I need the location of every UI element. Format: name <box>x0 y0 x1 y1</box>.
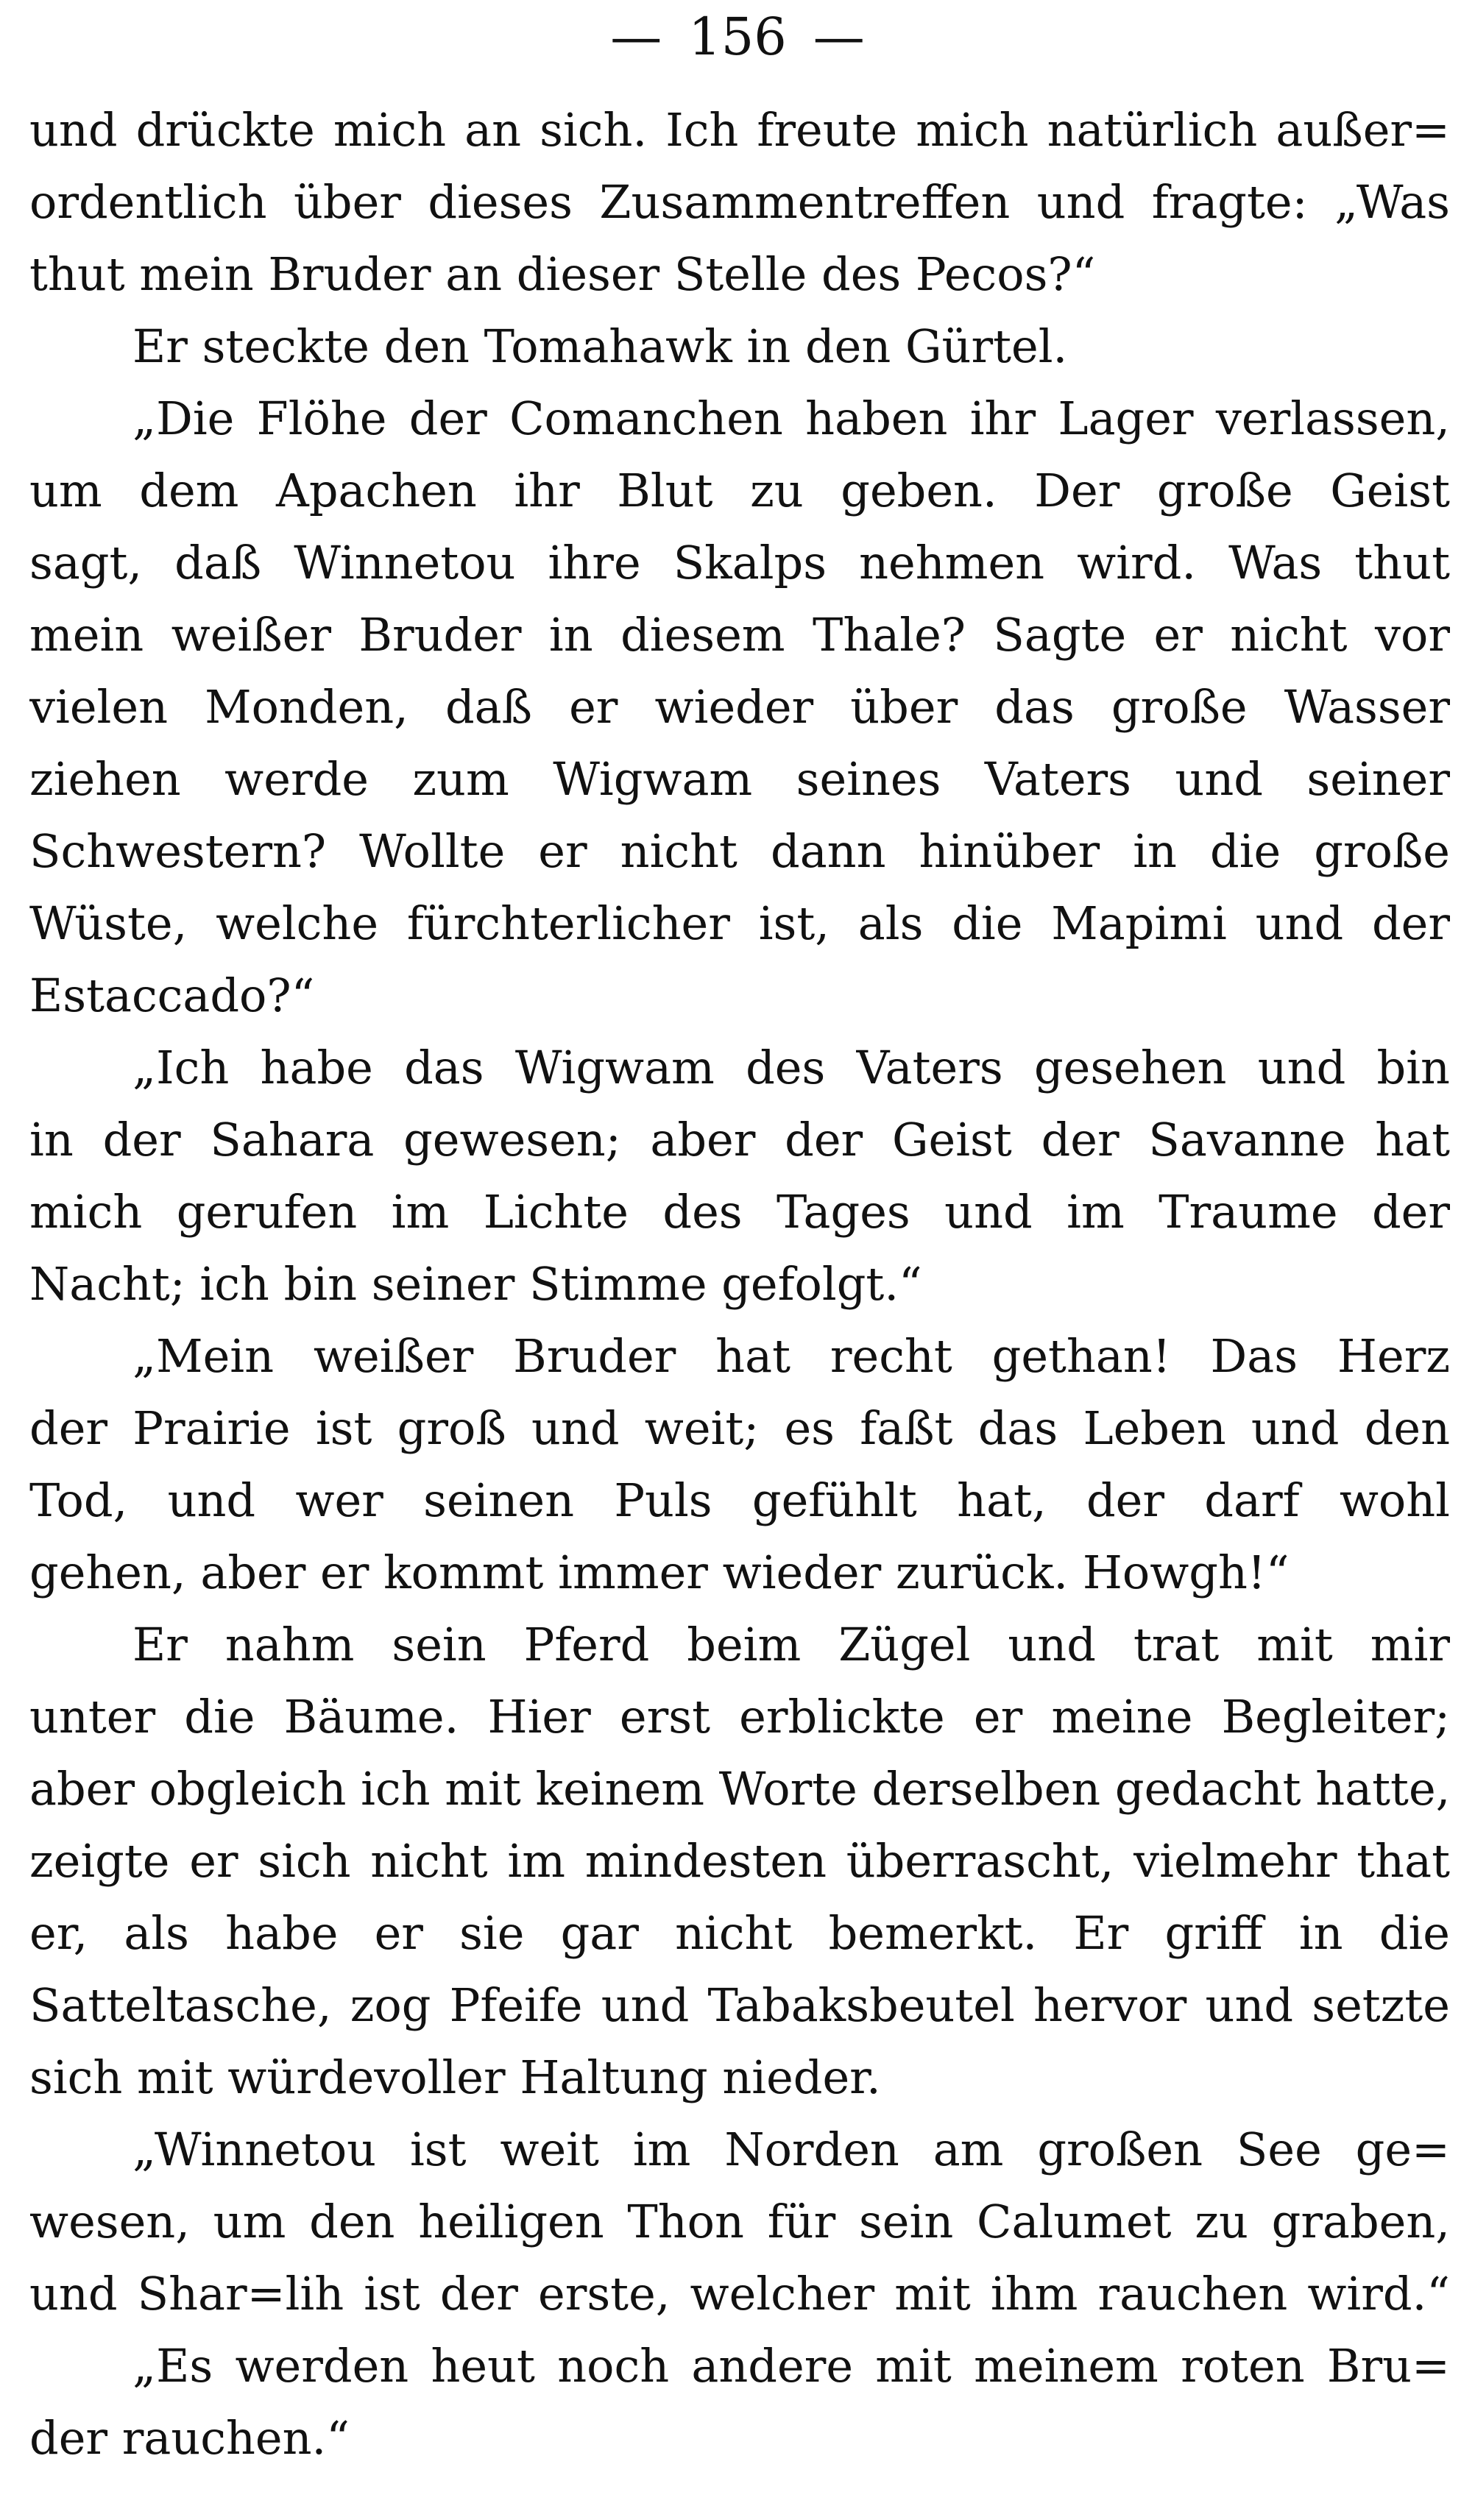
text-line: er, als habe er sie gar nicht bemerkt. Er griff in die <box>29 1906 1450 1960</box>
text-line: „Mein weißer Bruder hat recht gethan! Das Herz <box>132 1329 1450 1383</box>
text-line: vielen Monden, daß er wieder über das große Wasser <box>29 680 1450 734</box>
text-line: aber obgleich ich mit keinem Worte derselben gedacht hatte, <box>29 1762 1450 1816</box>
text-line: sich mit würdevoller Haltung nieder. <box>29 2050 881 2104</box>
body-text <box>29 94 1450 2474</box>
text-line: „Ich habe das Wigwam des Vaters gesehen und bin <box>132 1041 1450 1094</box>
text-line: um dem Apachen ihr Blut zu geben. Der große Geist <box>29 464 1450 517</box>
text-line: „Es werden heut noch andere mit meinem roten Bru= <box>132 2339 1450 2393</box>
text-line: „Winnetou ist weit im Norden am großen See ge= <box>132 2123 1450 2176</box>
header-dash-left: — <box>610 7 662 67</box>
text-line: Schwestern? Wollte er nicht dann hinüber in die große <box>29 824 1450 878</box>
page-number: 156 <box>688 7 787 67</box>
text-line: sagt, daß Winnetou ihre Skalps nehmen wird. Was thut <box>29 536 1450 590</box>
page-header <box>0 1 1475 72</box>
text-line: Er steckte den Tomahawk in den Gürtel. <box>132 319 1068 373</box>
header-dash-right: — <box>813 7 865 67</box>
text-line: thut mein Bruder an dieser Stelle des Pecos?“ <box>29 247 1096 301</box>
text-line: gehen, aber er kommt immer wieder zurück. Howgh!“ <box>29 1546 1290 1599</box>
text-line: unter die Bäume. Hier erst erblickte er meine Begleiter; <box>29 1690 1450 1744</box>
text-line: in der Sahara gewesen; aber der Geist der Savanne hat <box>29 1113 1450 1167</box>
text-line: mich gerufen im Lichte des Tages und im Traume der <box>29 1185 1450 1239</box>
text-line: Er nahm sein Pferd beim Zügel und trat mit mir <box>132 1618 1450 1671</box>
text-line: Nacht; ich bin seiner Stimme gefolgt.“ <box>29 1257 922 1311</box>
text-line: Estaccado?“ <box>29 969 315 1022</box>
text-line: der Prairie ist groß und weit; es faßt das Leben und den <box>29 1401 1450 1455</box>
text-line: zeigte er sich nicht im mindesten überrascht, vielmehr that <box>29 1834 1450 1888</box>
text-line: der rauchen.“ <box>29 2411 350 2465</box>
text-line: wesen, um den heiligen Thon für sein Calumet zu graben, <box>29 2195 1450 2248</box>
text-line: ordentlich über dieses Zusammentreffen und fragte: „Was <box>29 175 1450 229</box>
text-line: und drückte mich an sich. Ich freute mich natürlich außer= <box>29 103 1450 157</box>
text-line: ziehen werde zum Wigwam seines Vaters und seiner <box>29 752 1450 806</box>
text-line: Tod, und wer seinen Puls gefühlt hat, der darf wohl <box>29 1473 1450 1527</box>
text-line: Wüste, welche fürchterlicher ist, als die Mapimi und der <box>29 896 1450 950</box>
text-line: mein weißer Bruder in diesem Thale? Sagte er nicht vor <box>29 608 1450 662</box>
text-line: Satteltasche, zog Pfeife und Tabaksbeutel hervor und setzte <box>29 1978 1450 2032</box>
text-line: und Shar=lih ist der erste, welcher mit ihm rauchen wird.“ <box>29 2267 1450 2321</box>
text-line: „Die Flöhe der Comanchen haben ihr Lager verlassen, <box>132 392 1450 445</box>
